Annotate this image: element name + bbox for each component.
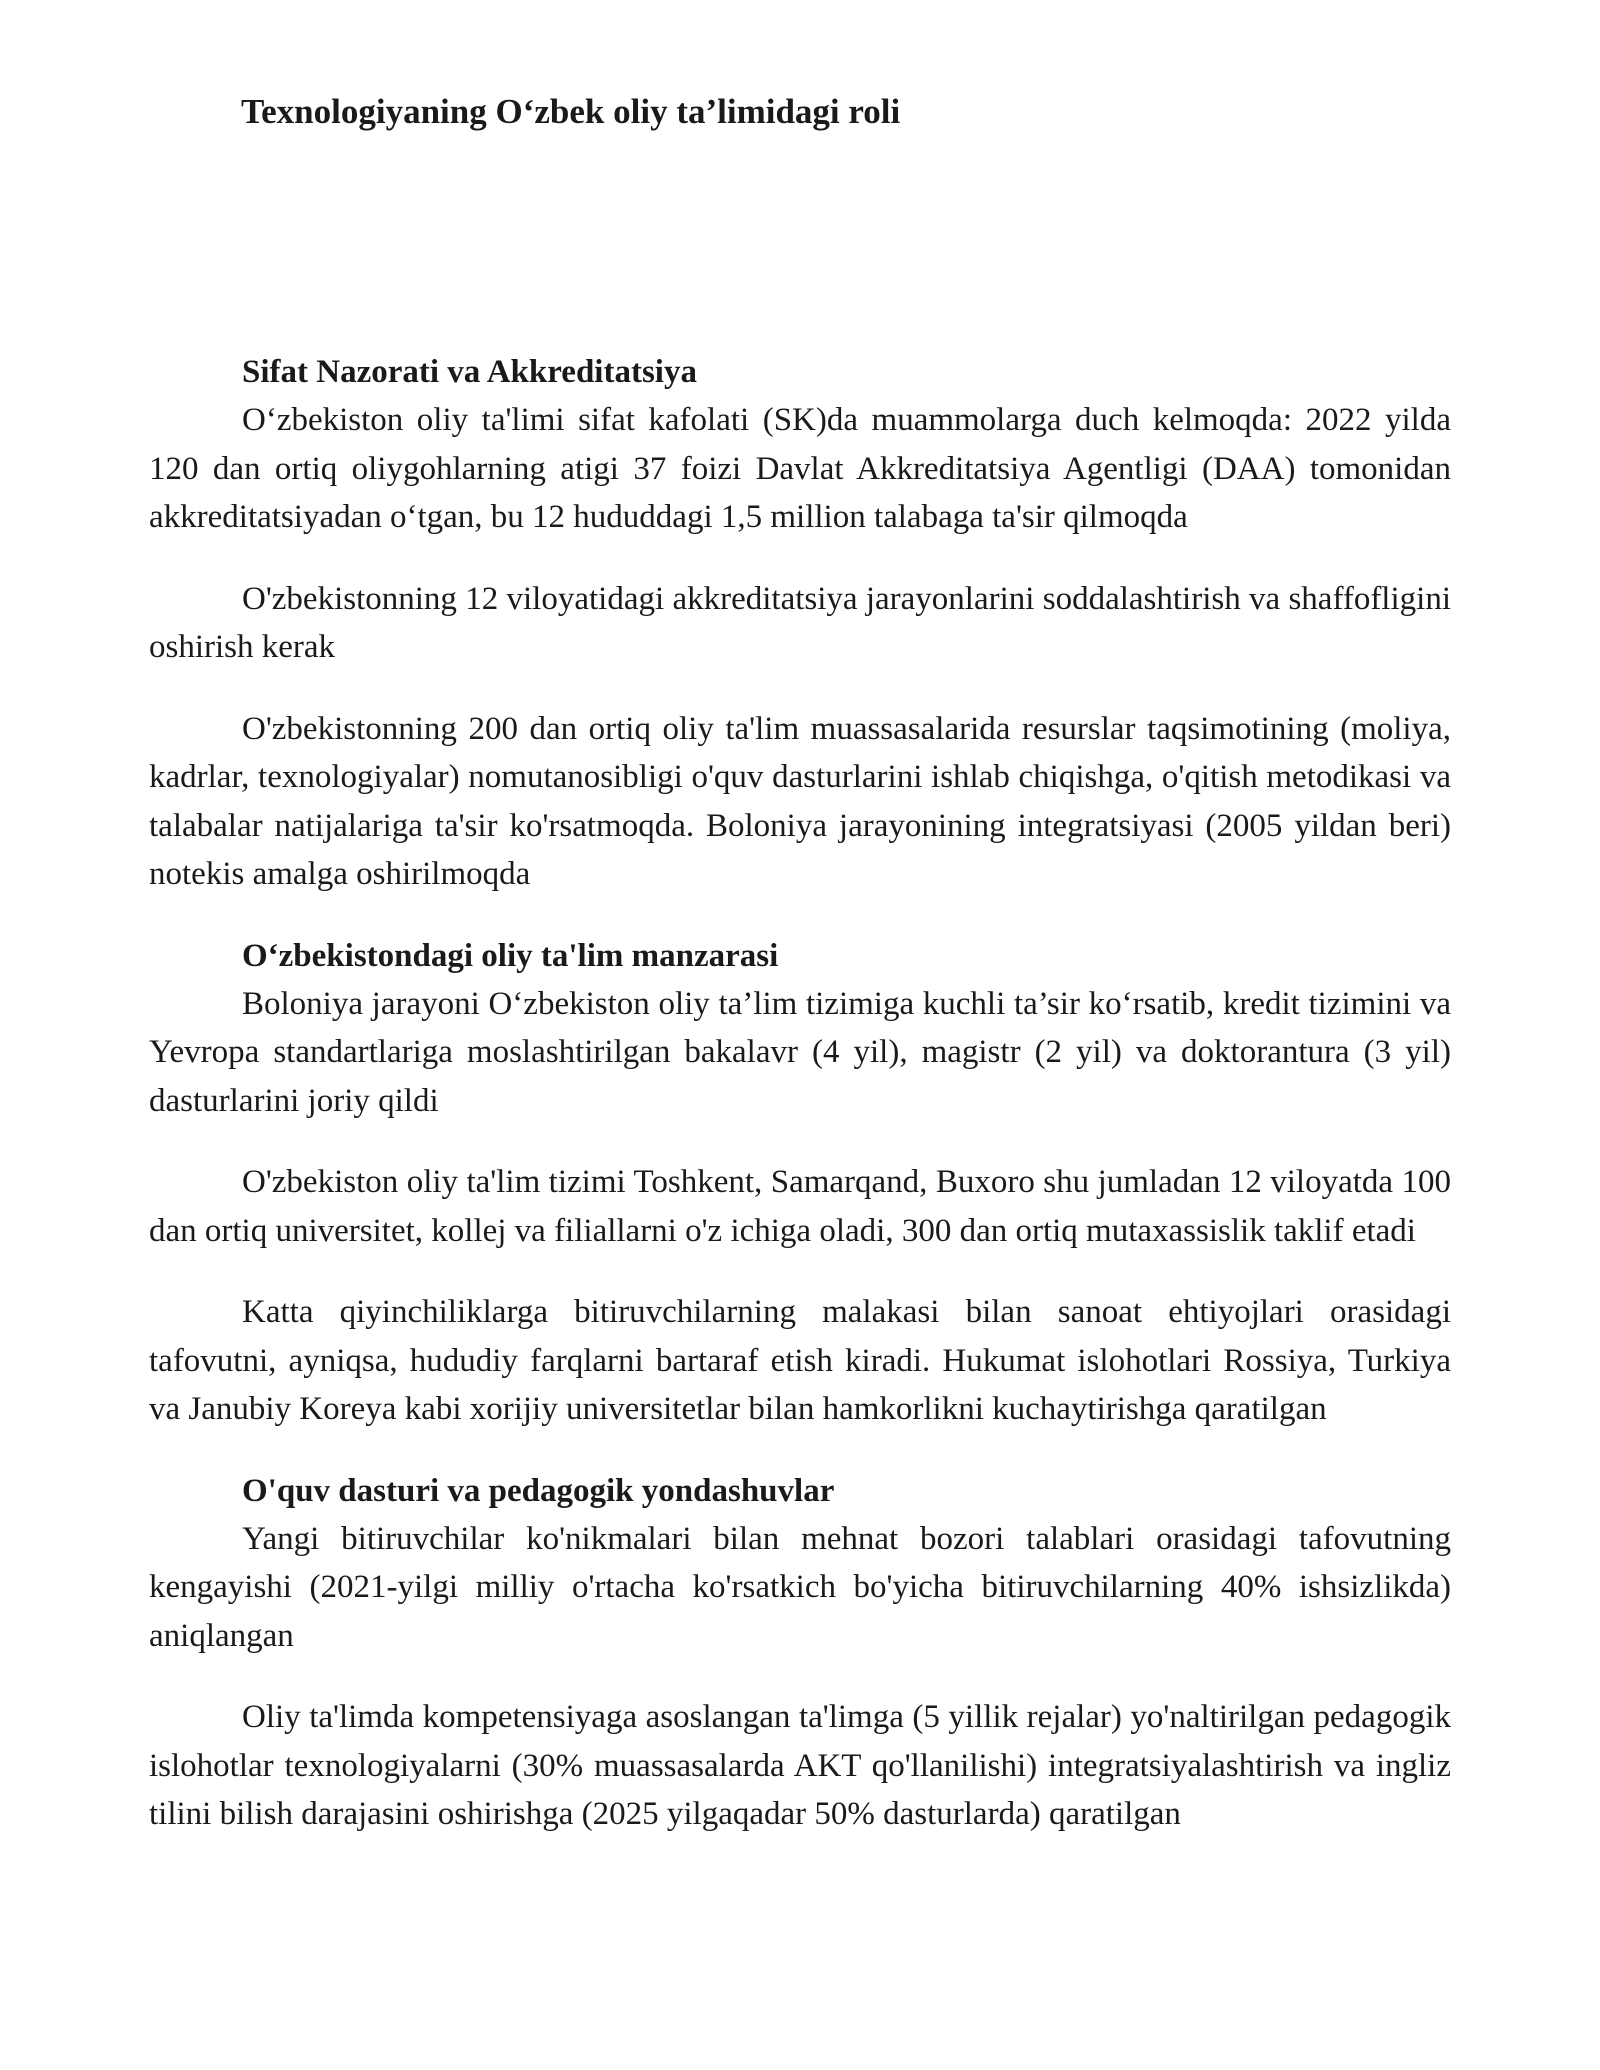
paragraph: O‘zbekiston oliy ta'limi sifat kafolati (SK)da muammolarga duch kelmoqda: 2022 yilda 120 dan ortiq oliygohlarning atigi 37 foizi Davlat Akkreditatsiya Agentligi (DAA) tomonidan akkreditatsiyadan o‘tgan, bu 12 hududdagi 1,5 million talabaga ta'sir qilmoqda — [149, 402, 1451, 535]
section-quality-control — [149, 348, 1451, 899]
section-heading: O'quv dasturi va pedagogik yondashuvlar — [242, 1472, 835, 1509]
paragraph: Oliy ta'limda kompetensiyaga asoslangan ta'limga (5 yillik rejalar) yo'naltirilgan pedagogik islohotlar texnologiyalarni (30% muassasalarda AKT qo'llanilishi) integratsiyalashtirish va ingliz tilini bilish darajasini oshirishga (2025 yilgaqadar 50% dasturlarda) qaratilgan — [149, 1699, 1451, 1832]
section-higher-education-landscape — [149, 932, 1451, 1434]
paragraph: Boloniya jarayoni O‘zbekiston oliy ta’lim tizimiga kuchli ta’sir ko‘rsatib, kredit tizimini va Yevropa standartlariga moslashtirilgan bakalavr (4 yil), magistr (2 yil) va doktorantura (3 yil) dasturlarini joriy qildi — [149, 985, 1451, 1119]
section-heading: O‘zbekistondagi oliy ta'lim manzarasi — [242, 937, 779, 974]
paragraph: O'zbekistonning 200 dan ortiq oliy ta'lim muassasalarida resurslar taqsimotining (moliya, kadrlar, texnologiyalar) nomutanosibligi o'quv dasturlarini ishlab chiqishga, o'qitish metodikasi va talabalar natijalariga ta'sir ko'rsatmoqda. Boloniya jarayonining integratsiyasi (2005 yildan beri) notekis amalga oshirilmoqda — [149, 710, 1451, 892]
section-heading: Sifat Nazorati va Akkreditatsiya — [242, 354, 697, 390]
document-body — [149, 348, 1451, 1872]
paragraph: O'zbekiston oliy ta'lim tizimi Toshkent, Samarqand, Buxoro shu jumladan 12 viloyatda 100 dan ortiq universitet, kollej va filiallarni o'z ichiga oladi, 300 dan ortiq mutaxassislik taklif etadi — [149, 1164, 1451, 1249]
paragraph: O'zbekistonning 12 viloyatidagi akkreditatsiya jarayonlarini soddalashtirish va shaffofligini oshirish kerak — [149, 580, 1451, 665]
section-curriculum-pedagogy — [149, 1467, 1451, 1839]
paragraph: Katta qiyinchiliklarga bitiruvchilarning malakasi bilan sanoat ehtiyojlari orasidagi tafovutni, ayniqsa, hududiy farqlarni bartaraf etish kiradi. Hukumat islohotlari Rossiya, Turkiya va Janubiy Koreya kabi xorijiy universitetlar bilan hamkorlikni kuchaytirishga qaratilgan — [149, 1294, 1451, 1427]
document-title: Texnologiyaning O‘zbek oliy ta’limidagi roli — [241, 92, 901, 131]
paragraph: Yangi bitiruvchilar ko'nikmalari bilan mehnat bozori talablari orasidagi tafovutning kengayishi (2021-yilgi milliy o'rtacha ko'rsatkich bo'yicha bitiruvchilarning 40% ishsizlikda) aniqlangan — [149, 1520, 1451, 1654]
